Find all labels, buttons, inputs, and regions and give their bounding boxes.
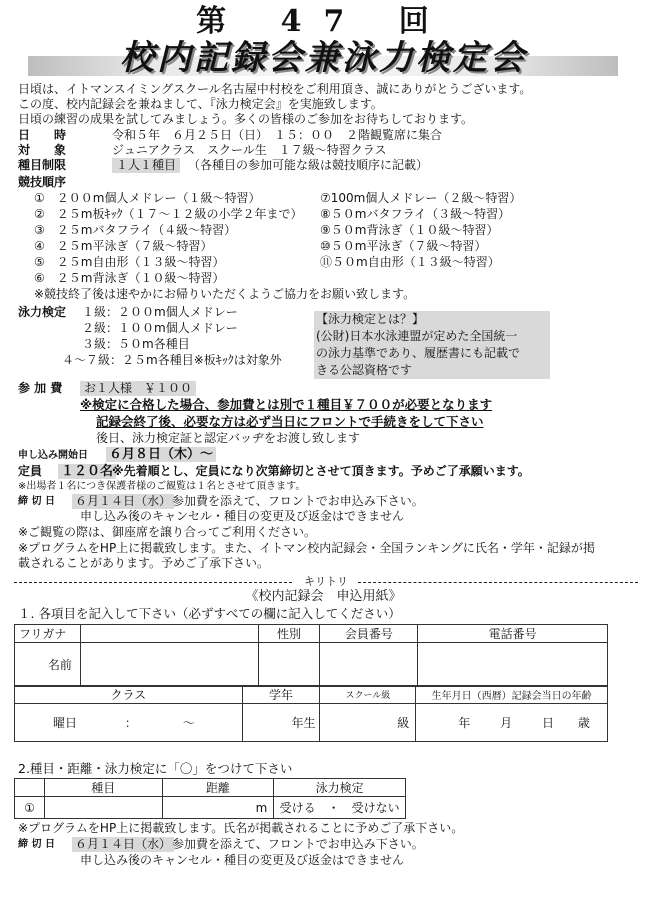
order-left-1: ① ２００m個人メドレー（１級～特習） bbox=[34, 191, 261, 205]
limit-label: 種目制限 bbox=[18, 158, 67, 172]
date-value: 令和５年 ６月２５日（日） １５：００ ２階観覧席に集合 bbox=[112, 128, 443, 142]
kentei-item-1: １級：２００m個人メドレー bbox=[82, 305, 238, 319]
tilde-label: ～ bbox=[182, 716, 195, 730]
kentei-header: 泳力検定 bbox=[274, 779, 406, 797]
kyu-suffix: 級 bbox=[397, 716, 410, 730]
form-section-1: １. 各項目を記入して下さい（必ずすべての欄に記入してください） bbox=[18, 606, 401, 621]
furigana-field[interactable] bbox=[80, 625, 258, 643]
class-field[interactable] bbox=[15, 704, 243, 742]
capacity-note: ※先着順とし、定員になり次第締切とさせて頂きます。予めご了承願います。 bbox=[112, 464, 530, 478]
distance-unit: m bbox=[255, 800, 268, 815]
birthdate-field[interactable] bbox=[416, 704, 608, 742]
day-label: 日 bbox=[541, 716, 554, 730]
class-header: クラス bbox=[15, 686, 243, 704]
form-table-1 bbox=[14, 624, 608, 687]
fee-note-3: 後日、泳力検定証と認定バッヂをお渡し致します bbox=[96, 431, 361, 445]
year-label: 年 bbox=[458, 716, 471, 730]
row-number: ① bbox=[15, 797, 45, 819]
event-header: 種目 bbox=[44, 779, 162, 797]
distance-field[interactable] bbox=[162, 797, 274, 819]
note-viewing: ※ご観覧の際は、御座席を譲り合ってご利用ください。 bbox=[18, 525, 317, 539]
kentei-choice-field[interactable]: 受ける ・ 受けない bbox=[274, 797, 406, 819]
kyu-field[interactable] bbox=[320, 704, 416, 742]
order-right-8: ⑧５０mバタフライ（３級～特習） bbox=[320, 207, 511, 221]
limit-value: １人１種目 bbox=[112, 158, 180, 173]
grade-field[interactable] bbox=[242, 704, 320, 742]
kentei-item-4: ４～７級：２５m各種目※板ｷｯｸは対象外 bbox=[62, 353, 282, 367]
kentei-box-line-2: (公財)日本水泳連盟が定めた全国統一 bbox=[316, 329, 518, 343]
member-no-field[interactable] bbox=[320, 643, 418, 687]
kentei-item-2: ２級：１００m個人メドレー bbox=[82, 321, 238, 335]
grade-suffix: 年生 bbox=[291, 716, 316, 730]
cut-line bbox=[14, 575, 638, 589]
kentei-info-box bbox=[314, 311, 550, 379]
order-note: ※競技終了後は速やかにお帰りいただくようご協力をお願い致します。 bbox=[34, 287, 416, 301]
form-table-3 bbox=[14, 778, 406, 819]
title-number: 第 47 回 bbox=[196, 4, 451, 39]
note-program-2: 載されることがあります。予めご了承下さい。 bbox=[18, 556, 270, 570]
phone-header: 電話番号 bbox=[418, 625, 608, 643]
order-right-9: ⑨５０m背泳ぎ（１０級～特習） bbox=[320, 223, 499, 237]
order-right-7: ⑦100m個人メドレー（２級～特習） bbox=[320, 191, 522, 205]
fee-value: お１人様 ￥１００ bbox=[80, 381, 196, 396]
fee-note-1: ※検定に合格した場合、参加費とは別で１種目￥７００が必要となります bbox=[80, 397, 493, 412]
cut-dash-left bbox=[14, 582, 292, 583]
form-deadline-label: 締 切 日 bbox=[18, 839, 55, 850]
deadline-note: 参加費を添えて、フロントでお申込み下さい。 bbox=[172, 494, 424, 508]
form-note-program: ※プログラムをHP上に掲載致します。氏名が掲載されることに予めご了承下さい。 bbox=[18, 821, 464, 835]
member-no-header: 会員番号 bbox=[320, 625, 418, 643]
event-field[interactable] bbox=[44, 797, 162, 819]
gender-header: 性別 bbox=[258, 625, 320, 643]
school-kyu-header: スクール級 bbox=[320, 686, 416, 704]
furigana-header: フリガナ bbox=[15, 625, 81, 643]
apply-start-label: 申し込み開始日 bbox=[18, 450, 88, 461]
form-deadline-note: 参加費を添えて、フロントでお申込み下さい。 bbox=[172, 837, 424, 851]
intro-line-2: この度、校内記録会を兼ねまして、『泳力検定会』を実施致します。 bbox=[18, 97, 383, 111]
form-title: 《校内記録会 申込用紙》 bbox=[245, 589, 402, 604]
guardian-note: ※出場者１名につき保護者様のご観覧は１名とさせて頂きます。 bbox=[18, 481, 306, 492]
order-left-5: ⑤ ２５m自由形（１３級～特習） bbox=[34, 255, 225, 269]
order-right-11: ⑪５０m自由形（１３級～特習） bbox=[320, 255, 500, 269]
form-deadline-note-2: 申し込み後のキャンセル・種目の変更及び返金はできません bbox=[80, 853, 405, 867]
note-program-1: ※プログラムをHP上に掲載致します。また、イトマン校内記録会・全国ランキングに氏名・学年・記録が掲 bbox=[18, 541, 595, 555]
order-left-6: ⑥ ２５m背泳ぎ（１０級～特習） bbox=[34, 271, 225, 285]
cut-dash-right bbox=[358, 582, 638, 583]
deadline-note-2: 申し込み後のキャンセル・種目の変更及び返金はできません bbox=[80, 509, 405, 523]
order-left-2: ② ２５m板ｷｯｸ（１７～１２級の小学２年まで） bbox=[34, 207, 303, 221]
page-title: 校内記録会兼泳力検定会 bbox=[120, 38, 527, 78]
form-table-2 bbox=[14, 685, 608, 742]
kentei-label: 泳力検定 bbox=[18, 305, 67, 319]
order-left-3: ③ ２５mバタフライ（４級～特習） bbox=[34, 223, 237, 237]
cut-label: キリトリ bbox=[304, 575, 348, 588]
intro-line-1: 日頃は、イトマンスイミングスクール名古屋中村校をご利用頂き、誠にありがとうございます。 bbox=[18, 82, 532, 96]
name-label: 名前 bbox=[15, 643, 81, 687]
order-right-10: ⑩５０m平泳ぎ（７級～特習） bbox=[320, 239, 487, 253]
order-label: 競技順序 bbox=[18, 175, 67, 189]
kentei-box-line-3: の泳力基準であり、履歴書にも記載で bbox=[316, 346, 521, 360]
capacity-label: 定員 bbox=[18, 464, 43, 478]
limit-note: （各種目の参加可能な級は競技順序に記載） bbox=[188, 158, 429, 172]
birthdate-header: 生年月日（西暦）記録会当日の年齢 bbox=[416, 686, 608, 704]
date-label: 日 時 bbox=[18, 128, 67, 142]
name-field[interactable] bbox=[80, 643, 258, 687]
colon-label: ： bbox=[124, 716, 137, 730]
fee-note-2: 記録会終了後、必要な方は必ず当日にフロントで手続きをして下さい bbox=[96, 414, 484, 429]
apply-start-value: ６月８日（木）～ bbox=[106, 447, 216, 462]
deadline-label: 締 切 日 bbox=[18, 496, 55, 507]
phone-field[interactable] bbox=[418, 643, 608, 687]
form-section-2: 2.種目・距離・泳力検定に「〇」をつけて下さい bbox=[18, 761, 293, 776]
deadline-value: ６月１４日（水） bbox=[72, 494, 174, 509]
youbi-label: 曜日 bbox=[53, 716, 78, 730]
grade-header: 学年 bbox=[242, 686, 320, 704]
target-label: 対 象 bbox=[18, 143, 67, 157]
target-value: ジュニアクラス スクール生 １７級～特習クラス bbox=[112, 143, 387, 157]
gender-field[interactable] bbox=[258, 643, 320, 687]
form-deadline-value: ６月１４日（水） bbox=[72, 837, 174, 852]
blank-header bbox=[15, 779, 45, 797]
kentei-box-line-1: 【泳力検定とは？】 bbox=[316, 312, 425, 326]
age-label: 歳 bbox=[577, 716, 590, 730]
month-label: 月 bbox=[500, 716, 513, 730]
kentei-box-line-4: きる公認資格です bbox=[316, 363, 413, 377]
order-left-4: ④ ２５m平泳ぎ（７級～特習） bbox=[34, 239, 213, 253]
kentei-item-3: ３級：５０m各種目 bbox=[82, 337, 190, 351]
distance-header: 距離 bbox=[162, 779, 274, 797]
capacity-value: １２０名 bbox=[58, 464, 116, 479]
intro-line-3: 日頃の練習の成果を試してみましょう。多くの皆様のご参加をお待ちしております。 bbox=[18, 112, 474, 126]
fee-label: 参 加 費 bbox=[18, 381, 63, 395]
